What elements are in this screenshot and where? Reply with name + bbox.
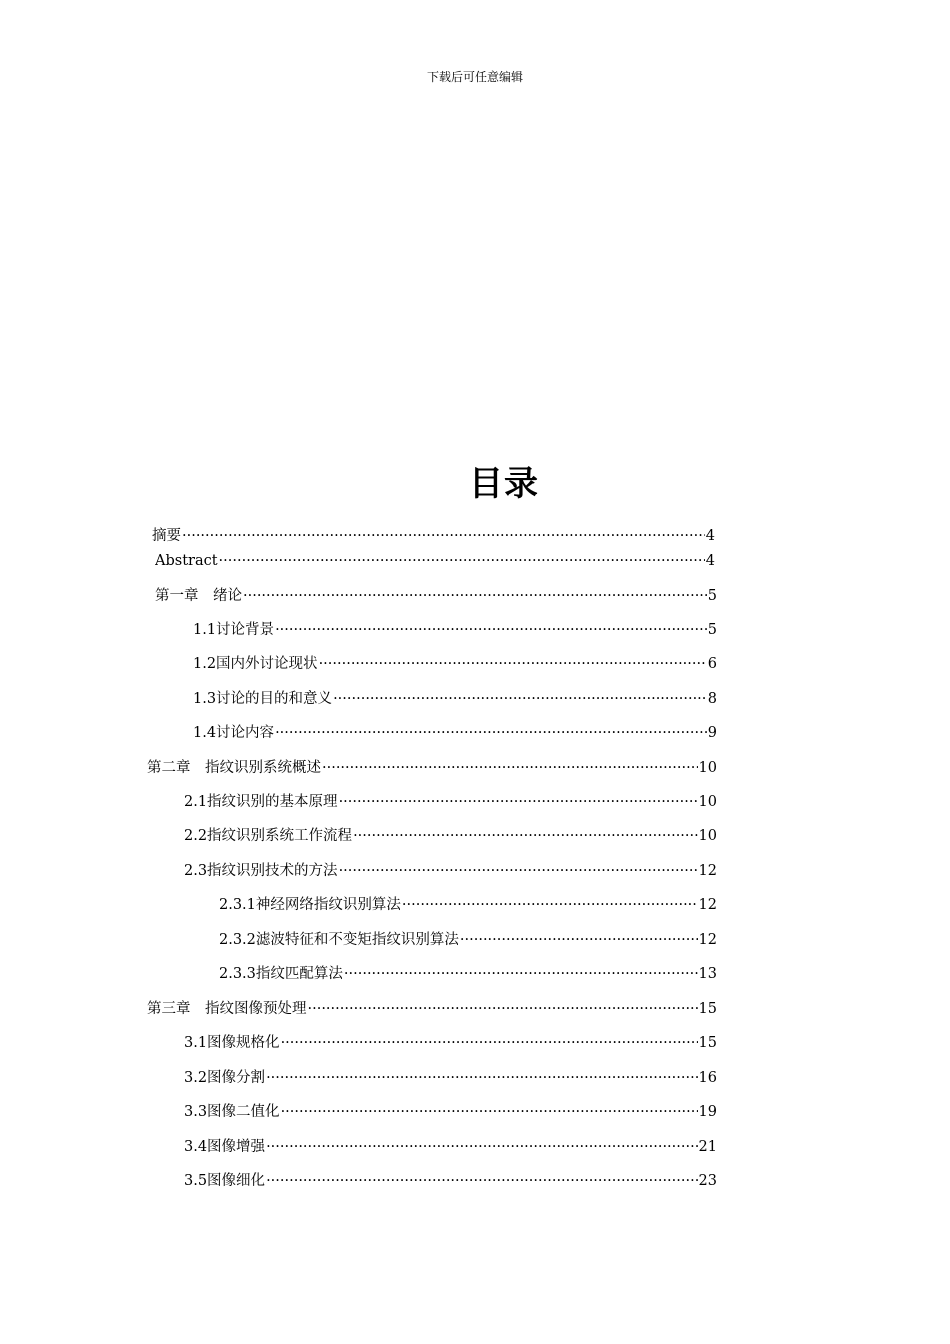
toc-entry-page: 9 (707, 725, 717, 741)
toc-leader-dots (308, 999, 698, 1019)
toc-entry-page: 15 (698, 1035, 717, 1051)
toc-leader-dots (322, 758, 698, 778)
toc-entry-1-4[interactable] (193, 723, 717, 743)
toc-entry-label: 1.3讨论的目的和意义 (193, 691, 333, 707)
toc-entry-1-2[interactable] (193, 654, 717, 674)
toc-entry-page: 5 (707, 588, 717, 604)
toc-leader-dots (333, 689, 707, 709)
toc-entry-label: 3.2图像分割 (184, 1070, 266, 1086)
toc-entry-2-3-1[interactable] (219, 895, 717, 915)
toc-entry-page: 21 (698, 1139, 717, 1155)
toc-entry-2-3-2[interactable] (219, 930, 717, 950)
toc-entry-3-5[interactable] (184, 1171, 717, 1191)
toc-entry-label: 第一章 绪论 (155, 588, 242, 604)
toc-leader-dots (275, 723, 707, 743)
toc-entry-1-1[interactable] (193, 620, 717, 640)
toc-leader-dots (339, 792, 698, 812)
toc-entry-label: 3.3图像二值化 (184, 1104, 280, 1120)
toc-entry-chapter-3[interactable] (147, 999, 717, 1019)
toc-leader-dots (344, 964, 698, 984)
toc-entry-2-3[interactable] (184, 861, 717, 881)
toc-entry-page: 12 (698, 897, 717, 913)
toc-entry-page: 6 (707, 656, 717, 672)
toc-entry-label: 3.1图像规格化 (184, 1035, 280, 1051)
toc-leader-dots (353, 826, 697, 846)
toc-entry-page: 4 (705, 553, 715, 569)
toc-entry-label: 3.4图像增强 (184, 1139, 266, 1155)
toc-entry-label: 1.4讨论内容 (193, 725, 275, 741)
toc-entry-page: 13 (698, 966, 717, 982)
toc-leader-dots (339, 861, 698, 881)
toc-leader-dots (319, 654, 707, 674)
toc-leader-dots (402, 895, 698, 915)
toc-entry-label: 第二章 指纹识别系统概述 (147, 760, 321, 776)
toc-entry-page: 10 (698, 794, 717, 810)
toc-leader-dots (219, 551, 705, 571)
toc-entry-2-2[interactable] (184, 826, 717, 846)
toc-entry-label: 2.3指纹识别技术的方法 (184, 863, 338, 879)
toc-entry-label: 摘要 (152, 528, 181, 544)
toc-entry-label: 2.2指纹识别系统工作流程 (184, 828, 353, 844)
toc-entry-abstract-cn[interactable] (152, 526, 715, 546)
toc-entry-label: Abstract (155, 553, 218, 569)
toc-leader-dots (266, 1171, 697, 1191)
toc-leader-dots (266, 1068, 697, 1088)
toc-entry-2-1[interactable] (184, 792, 717, 812)
header-note: 下载后可任意编辑 (426, 70, 523, 84)
toc-leader-dots (182, 526, 705, 546)
toc-entry-chapter-1[interactable] (155, 586, 717, 606)
toc-entry-page: 5 (707, 622, 717, 638)
toc-entry-3-1[interactable] (184, 1033, 717, 1053)
toc-entry-label: 2.3.1神经网络指纹识别算法 (219, 897, 401, 913)
toc-entry-page: 10 (698, 760, 717, 776)
toc-leader-dots (460, 930, 698, 950)
toc-leader-dots (281, 1102, 698, 1122)
toc-entry-page: 12 (698, 932, 717, 948)
toc-entry-page: 16 (698, 1070, 717, 1086)
toc-entry-page: 19 (698, 1104, 717, 1120)
toc-entry-label: 2.1指纹识别的基本原理 (184, 794, 338, 810)
toc-entry-label: 1.1讨论背景 (193, 622, 275, 638)
toc-entry-3-3[interactable] (184, 1102, 717, 1122)
toc-entry-label: 第三章 指纹图像预处理 (147, 1001, 307, 1017)
toc-entry-page: 15 (698, 1001, 717, 1017)
toc-entry-3-2[interactable] (184, 1068, 717, 1088)
toc-title: 目录 (469, 464, 539, 504)
toc-entry-page: 23 (698, 1173, 717, 1189)
toc-entry-label: 2.3.2滤波特征和不变矩指纹识别算法 (219, 932, 459, 948)
toc-entry-page: 8 (707, 691, 717, 707)
toc-entry-chapter-2[interactable] (147, 758, 717, 778)
toc-entry-abstract-en[interactable] (155, 551, 715, 571)
toc-leader-dots (266, 1137, 697, 1157)
toc-leader-dots (275, 620, 707, 640)
toc-entry-page: 4 (705, 528, 715, 544)
toc-entry-1-3[interactable] (193, 689, 717, 709)
toc-entry-page: 10 (698, 828, 717, 844)
toc-entry-label: 2.3.3指纹匹配算法 (219, 966, 343, 982)
toc-entry-page: 12 (698, 863, 717, 879)
toc-entry-label: 1.2国内外讨论现状 (193, 656, 318, 672)
toc-leader-dots (243, 586, 707, 606)
toc-entry-3-4[interactable] (184, 1137, 717, 1157)
toc-entry-label: 3.5图像细化 (184, 1173, 266, 1189)
toc-leader-dots (281, 1033, 698, 1053)
toc-entry-2-3-3[interactable] (219, 964, 717, 984)
